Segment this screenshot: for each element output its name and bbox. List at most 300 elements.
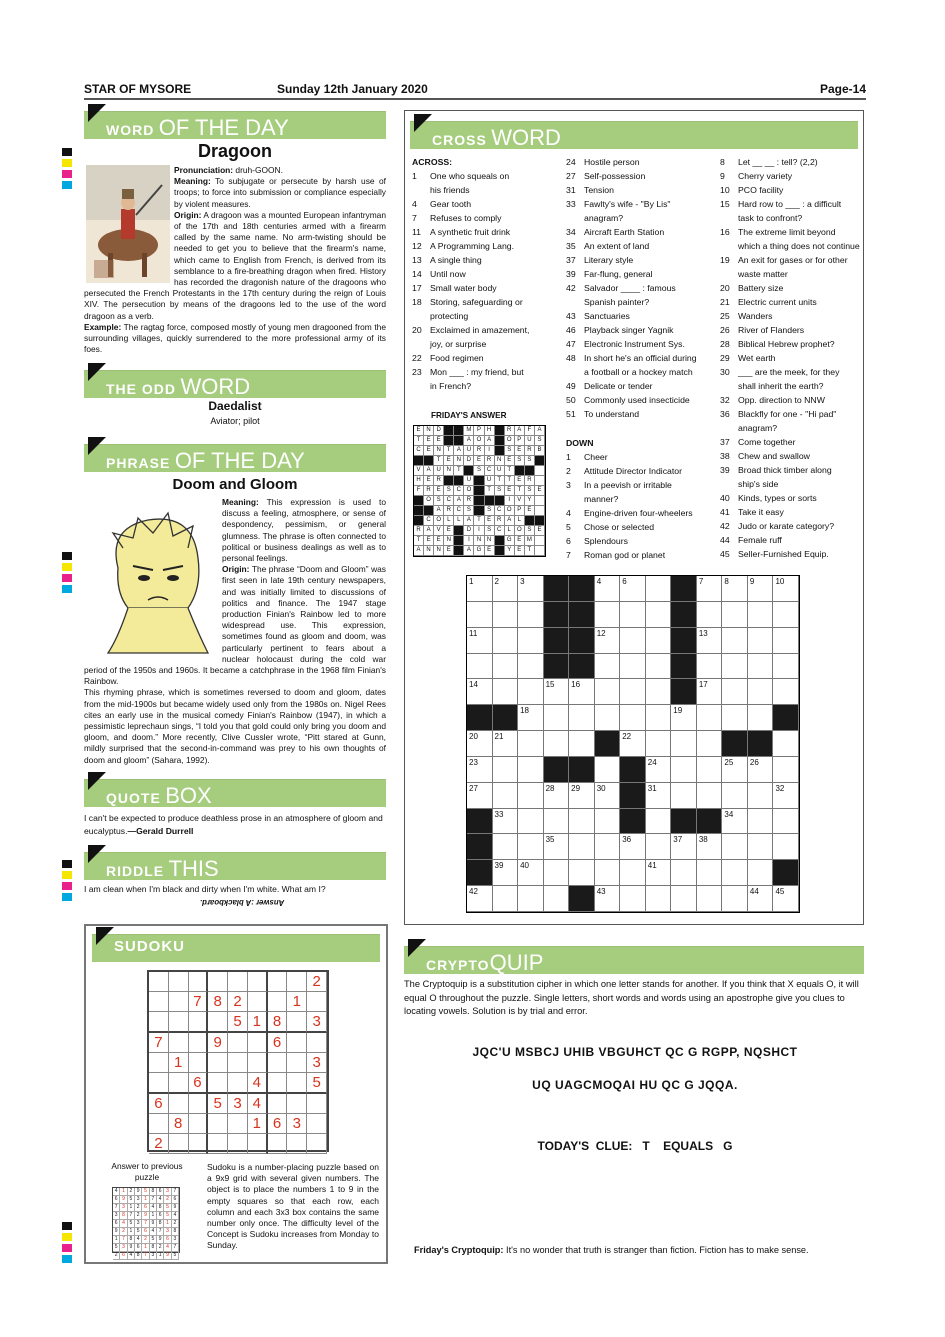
crossword-cell[interactable] bbox=[773, 602, 799, 628]
crossword-cell[interactable]: 29 bbox=[569, 783, 595, 809]
crossword-cell[interactable] bbox=[620, 679, 646, 705]
sudoku-cell[interactable]: 1 bbox=[248, 1012, 268, 1033]
answer-cell: 1 bbox=[157, 1252, 164, 1260]
crossword-cell[interactable]: 4 bbox=[595, 576, 621, 602]
crossword-cell[interactable] bbox=[646, 628, 672, 654]
answer-cell: R bbox=[495, 516, 505, 526]
crossword-cell[interactable] bbox=[748, 783, 774, 809]
crossword-cell[interactable]: 43 bbox=[595, 886, 621, 912]
clue-line: 39 Far-flung, general bbox=[566, 269, 653, 279]
crossword-cell[interactable] bbox=[646, 654, 672, 680]
answer-cell: V bbox=[515, 496, 525, 506]
sudoku-cell[interactable]: 2 bbox=[307, 972, 327, 992]
crossword-cell[interactable]: 2 bbox=[493, 576, 519, 602]
answer-cell: E bbox=[505, 486, 515, 496]
sudoku-cell[interactable] bbox=[149, 1053, 169, 1073]
sudoku-cell[interactable] bbox=[287, 1094, 307, 1114]
crossword-cell[interactable] bbox=[646, 705, 672, 731]
crossword-cell[interactable]: 36 bbox=[620, 834, 646, 860]
crossword-cell[interactable]: 1 bbox=[467, 576, 493, 602]
sudoku-cell[interactable] bbox=[208, 1134, 228, 1154]
sudoku-cell[interactable] bbox=[307, 1094, 327, 1114]
crossword-cell[interactable] bbox=[544, 886, 570, 912]
crossword-cell[interactable]: 15 bbox=[544, 679, 570, 705]
sudoku-cell[interactable]: 6 bbox=[189, 1073, 209, 1094]
crossword-cell[interactable] bbox=[722, 602, 748, 628]
crossword-cell[interactable]: 6 bbox=[620, 576, 646, 602]
word-of-day-body: Pronunciation: druh-GOON. Meaning: To subjugate or persecute by harsh use of troops; to force into submission or compliance especially by violent measures. Origin: A dragoon was a mounted European infantryman of the 17th and 18th centuries armed with a firearm called by the same name. No arm-twisting should be needed to get you to believe that the firearm's name, which came to English from French, is derived from its semblance to a fire-breathing dragon when fired. History has recorded the dragonish nature of the dragoons who persecuted the French Protestants in the 17th century during the reign of Louis XIV. The persecution by means of the dragoons led to the use of the word dragoon as a verb. Example: The ragtag force, composed mostly of young men dragooned from the surrounding villages, quickly surrendered to the more professional army of its foes. bbox=[84, 165, 386, 355]
sudoku-cell[interactable] bbox=[169, 1134, 189, 1154]
clue-line: 38 Chew and swallow bbox=[720, 451, 810, 461]
answer-cell: 3 bbox=[135, 1196, 142, 1204]
sudoku-cell[interactable] bbox=[169, 1012, 189, 1033]
sudoku-cell[interactable]: 5 bbox=[228, 1012, 248, 1033]
clue-line: 31 Tension bbox=[566, 185, 614, 195]
sudoku-cell[interactable] bbox=[189, 1134, 209, 1154]
sudoku-cell[interactable]: 5 bbox=[208, 1094, 228, 1114]
answer-cell: 1 bbox=[128, 1204, 135, 1212]
crossword-cell[interactable]: 17 bbox=[697, 679, 723, 705]
across-title: ACROSS: bbox=[412, 157, 453, 167]
sudoku-cell[interactable] bbox=[169, 992, 189, 1012]
crossword-cell[interactable]: 44 bbox=[748, 886, 774, 912]
answer-cell: R bbox=[444, 506, 454, 516]
crossword-cell[interactable]: 35 bbox=[544, 834, 570, 860]
crossword-cell[interactable] bbox=[518, 679, 544, 705]
crossword-cell[interactable] bbox=[467, 602, 493, 628]
crossword-cell[interactable] bbox=[722, 679, 748, 705]
crossword-cell[interactable] bbox=[595, 860, 621, 886]
sudoku-cell[interactable] bbox=[287, 1053, 307, 1073]
sudoku-cell[interactable] bbox=[208, 1053, 228, 1073]
answer-cell: C bbox=[444, 496, 454, 506]
crossword-cell[interactable] bbox=[646, 809, 672, 835]
clue-line: 3 In a peevish or irritable bbox=[566, 480, 672, 490]
answer-cell: U bbox=[464, 446, 474, 456]
sudoku-cell[interactable] bbox=[169, 1073, 189, 1094]
crossword-cell[interactable]: 31 bbox=[646, 783, 672, 809]
answer-cell: 1 bbox=[120, 1188, 127, 1196]
sudoku-cell[interactable] bbox=[248, 1033, 268, 1053]
clue-line: 37 Literary style bbox=[566, 255, 634, 265]
clue-line: 40 Kinds, types or sorts bbox=[720, 493, 817, 503]
sudoku-cell[interactable] bbox=[307, 1033, 327, 1053]
sudoku-cell[interactable] bbox=[169, 972, 189, 992]
riddle-text: I am clean when I'm black and dirty when I'm white. What am I? bbox=[84, 884, 326, 894]
sudoku-cell[interactable]: 3 bbox=[287, 1114, 307, 1134]
sudoku-cell[interactable] bbox=[189, 1094, 209, 1114]
sudoku-cell[interactable]: 6 bbox=[268, 1114, 288, 1134]
crossword-cell[interactable] bbox=[518, 809, 544, 835]
crossword-cell[interactable] bbox=[748, 834, 774, 860]
sudoku-cell[interactable] bbox=[228, 1073, 248, 1094]
sudoku-cell[interactable] bbox=[149, 992, 169, 1012]
crossword-cell[interactable] bbox=[722, 654, 748, 680]
sudoku-cell[interactable]: 1 bbox=[169, 1053, 189, 1073]
cryptoquip-line1: JQC'U MSBCJ UHIB VBGUHCT QC G RGPP, NQSHCT bbox=[472, 1045, 798, 1059]
cryptoquip-intro: The Cryptoquip is a substitution cipher in which one letter stands for another. If you think that X equals O, it will equal O throughout the puzzle. Single letters, short words and words using an apostrophe give you clues to locating vowels. Solution is by trial and error. bbox=[404, 979, 859, 1016]
crossword-cell[interactable]: 8 bbox=[722, 576, 748, 602]
crossword-cell[interactable] bbox=[595, 809, 621, 835]
crossword-cell[interactable] bbox=[569, 705, 595, 731]
clue-line: 7 Roman god or planet bbox=[566, 550, 666, 560]
crossword-grid[interactable] bbox=[466, 575, 800, 913]
sudoku-cell[interactable] bbox=[208, 972, 228, 992]
sudoku-cell[interactable] bbox=[268, 1134, 288, 1154]
crossword-cell[interactable] bbox=[620, 602, 646, 628]
sudoku-cell[interactable] bbox=[149, 1114, 169, 1134]
answer-cell: 6 bbox=[113, 1196, 120, 1204]
answer-cell: N bbox=[434, 546, 444, 556]
answer-cell: 5 bbox=[164, 1212, 171, 1220]
sudoku-cell[interactable] bbox=[268, 992, 288, 1012]
sudoku-cell[interactable] bbox=[287, 972, 307, 992]
crossword-cell[interactable] bbox=[748, 654, 774, 680]
answer-cell: R bbox=[525, 476, 535, 486]
crossword-cell[interactable] bbox=[671, 783, 697, 809]
sudoku-cell[interactable] bbox=[169, 1033, 189, 1053]
crossword-cell[interactable] bbox=[697, 731, 723, 757]
phrase-title: Doom and Gloom bbox=[172, 476, 298, 493]
sudoku-cell[interactable] bbox=[287, 1073, 307, 1094]
answer-cell: 7 bbox=[150, 1196, 157, 1204]
crossword-cell[interactable]: 39 bbox=[493, 860, 519, 886]
answer-cell: S bbox=[434, 496, 444, 506]
black-cell bbox=[515, 466, 525, 476]
sudoku-cell[interactable] bbox=[189, 1033, 209, 1053]
answer-cell: 4 bbox=[150, 1228, 157, 1236]
sudoku-cell[interactable]: 7 bbox=[149, 1033, 169, 1053]
crossword-cell[interactable] bbox=[518, 783, 544, 809]
crossword-cell[interactable]: 23 bbox=[467, 757, 493, 783]
crossword-cell[interactable] bbox=[773, 809, 799, 835]
sudoku-cell[interactable] bbox=[248, 972, 268, 992]
sudoku-cell[interactable] bbox=[169, 1094, 189, 1114]
clue-line: 35 An extent of land bbox=[566, 241, 650, 251]
answer-cell: T bbox=[454, 466, 464, 476]
crossword-cell[interactable] bbox=[671, 886, 697, 912]
answer-cell: E bbox=[505, 456, 515, 466]
black-cell bbox=[595, 731, 621, 757]
clue-line: 2 Attitude Director Indicator bbox=[566, 466, 683, 476]
answer-cell: E bbox=[424, 436, 434, 446]
crossword-cell[interactable] bbox=[569, 731, 595, 757]
black-cell bbox=[444, 426, 454, 436]
sudoku-cell[interactable] bbox=[189, 1114, 209, 1134]
clue-line: 42 Judo or karate category? bbox=[720, 521, 835, 531]
sudoku-cell[interactable]: 9 bbox=[208, 1033, 228, 1053]
crossword-cell[interactable] bbox=[595, 834, 621, 860]
answer-cell: I bbox=[485, 446, 495, 456]
crossword-cell[interactable] bbox=[518, 602, 544, 628]
black-cell bbox=[444, 476, 454, 486]
black-cell bbox=[474, 476, 484, 486]
sudoku-cell[interactable]: 6 bbox=[149, 1094, 169, 1114]
crossword-cell[interactable] bbox=[493, 783, 519, 809]
sudoku-cell[interactable]: 1 bbox=[287, 992, 307, 1012]
sudoku-cell[interactable] bbox=[268, 1073, 288, 1094]
crossword-cell[interactable] bbox=[646, 679, 672, 705]
crossword-cell[interactable] bbox=[518, 757, 544, 783]
crossword-cell[interactable] bbox=[544, 860, 570, 886]
crossword-cell[interactable] bbox=[646, 886, 672, 912]
sudoku-cell[interactable] bbox=[208, 1012, 228, 1033]
sudoku-cell[interactable]: 6 bbox=[268, 1033, 288, 1053]
answer-cell: O bbox=[464, 486, 474, 496]
black-cell bbox=[569, 576, 595, 602]
crossword-cell[interactable] bbox=[773, 628, 799, 654]
crossword-cell[interactable] bbox=[773, 834, 799, 860]
crossword-cell[interactable] bbox=[646, 834, 672, 860]
black-cell bbox=[474, 506, 484, 516]
crossword-cell[interactable]: 11 bbox=[467, 628, 493, 654]
crossword-cell[interactable] bbox=[620, 654, 646, 680]
answer-cell: H bbox=[485, 426, 495, 436]
crossword-cell[interactable]: 27 bbox=[467, 783, 493, 809]
sudoku-cell[interactable] bbox=[268, 1053, 288, 1073]
answer-cell: S bbox=[525, 456, 535, 466]
crossword-cell[interactable] bbox=[646, 602, 672, 628]
clue-line: ship's side bbox=[738, 479, 779, 489]
crossword-cell[interactable] bbox=[518, 731, 544, 757]
crossword-cell[interactable] bbox=[493, 628, 519, 654]
sudoku-cell[interactable] bbox=[287, 1134, 307, 1154]
crossword-cell[interactable] bbox=[773, 654, 799, 680]
crossword-cell[interactable] bbox=[595, 705, 621, 731]
crossword-cell[interactable]: 45 bbox=[773, 886, 799, 912]
crossword-cell[interactable]: 33 bbox=[493, 809, 519, 835]
crossword-cell[interactable]: 30 bbox=[595, 783, 621, 809]
sudoku-cell[interactable] bbox=[228, 1053, 248, 1073]
crossword-cell[interactable] bbox=[748, 860, 774, 886]
crossword-cell[interactable] bbox=[620, 886, 646, 912]
crossword-cell[interactable] bbox=[595, 602, 621, 628]
crossword-cell[interactable] bbox=[697, 705, 723, 731]
crossword-cell[interactable] bbox=[748, 809, 774, 835]
answer-cell: 9 bbox=[142, 1212, 149, 1220]
down-clues-col3 bbox=[720, 155, 860, 561]
black-cell bbox=[535, 516, 545, 526]
answer-cell: P bbox=[474, 426, 484, 436]
crossword-cell[interactable] bbox=[518, 654, 544, 680]
crossword-cell[interactable]: 25 bbox=[722, 757, 748, 783]
answer-cell: 6 bbox=[120, 1252, 127, 1260]
crossword-cell[interactable] bbox=[748, 602, 774, 628]
crossword-cell[interactable] bbox=[748, 705, 774, 731]
crossword-cell[interactable] bbox=[493, 654, 519, 680]
sudoku-cell[interactable]: 2 bbox=[149, 1134, 169, 1154]
crossword-cell[interactable] bbox=[697, 783, 723, 809]
clue-line: 32 Opp. direction to NNW bbox=[720, 395, 825, 405]
crossword-cell[interactable] bbox=[493, 679, 519, 705]
crossword-cell[interactable]: 18 bbox=[518, 705, 544, 731]
sudoku-cell[interactable]: 3 bbox=[307, 1053, 327, 1073]
crossword-cell[interactable]: 3 bbox=[518, 576, 544, 602]
crossword-cell[interactable]: 12 bbox=[595, 628, 621, 654]
crossword-cell[interactable]: 13 bbox=[697, 628, 723, 654]
crossword-cell[interactable] bbox=[620, 860, 646, 886]
crossword-cell[interactable] bbox=[569, 809, 595, 835]
crossword-cell[interactable]: 14 bbox=[467, 679, 493, 705]
answer-cell: S bbox=[485, 526, 495, 536]
crossword-cell[interactable]: 24 bbox=[646, 757, 672, 783]
crossword-cell[interactable] bbox=[467, 654, 493, 680]
crossword-cell[interactable] bbox=[518, 834, 544, 860]
crossword-cell[interactable] bbox=[544, 731, 570, 757]
crossword-cell[interactable] bbox=[697, 886, 723, 912]
crossword-cell[interactable] bbox=[646, 731, 672, 757]
crossword-cell[interactable] bbox=[595, 654, 621, 680]
crossword-cell[interactable] bbox=[493, 602, 519, 628]
answer-cell: 8 bbox=[120, 1212, 127, 1220]
sudoku-cell[interactable] bbox=[268, 972, 288, 992]
clue-line: anagram? bbox=[584, 213, 624, 223]
sudoku-cell[interactable]: 4 bbox=[248, 1094, 268, 1114]
crossword-cell[interactable] bbox=[518, 886, 544, 912]
sudoku-cell[interactable] bbox=[149, 1012, 169, 1033]
crossword-cell[interactable] bbox=[671, 860, 697, 886]
crossword-cell[interactable] bbox=[697, 757, 723, 783]
black-cell bbox=[474, 486, 484, 496]
crossword-cell[interactable]: 34 bbox=[722, 809, 748, 835]
crossword-cell[interactable] bbox=[722, 628, 748, 654]
sudoku-cell[interactable] bbox=[189, 1053, 209, 1073]
sudoku-cell[interactable] bbox=[268, 1094, 288, 1114]
answer-cell: S bbox=[474, 466, 484, 476]
answer-cell: 1 bbox=[150, 1212, 157, 1220]
sudoku-cell[interactable]: 3 bbox=[307, 1012, 327, 1033]
sudoku-cell[interactable] bbox=[248, 1053, 268, 1073]
sudoku-cell[interactable] bbox=[208, 1114, 228, 1134]
crossword-cell[interactable]: 21 bbox=[493, 731, 519, 757]
answer-cell: 5 bbox=[128, 1220, 135, 1228]
sudoku-cell[interactable] bbox=[208, 1073, 228, 1094]
sudoku-cell[interactable]: 4 bbox=[248, 1073, 268, 1094]
crossword-cell[interactable]: 26 bbox=[748, 757, 774, 783]
crossword-cell[interactable] bbox=[493, 757, 519, 783]
sudoku-cell[interactable] bbox=[307, 1134, 327, 1154]
answer-cell: G bbox=[505, 536, 515, 546]
crossword-cell[interactable]: 40 bbox=[518, 860, 544, 886]
crossword-cell[interactable]: 10 bbox=[773, 576, 799, 602]
sudoku-cell[interactable] bbox=[307, 1114, 327, 1134]
crossword-cell[interactable]: 41 bbox=[646, 860, 672, 886]
crossword-cell[interactable] bbox=[569, 860, 595, 886]
black-cell bbox=[544, 576, 570, 602]
answer-cell: A bbox=[464, 516, 474, 526]
sudoku-cell[interactable]: 1 bbox=[248, 1114, 268, 1134]
crossword-cell[interactable] bbox=[722, 783, 748, 809]
fridays-answer-title: FRIDAY'S ANSWER bbox=[431, 411, 507, 420]
sudoku-cell[interactable]: 3 bbox=[228, 1094, 248, 1114]
crossword-cell[interactable]: 32 bbox=[773, 783, 799, 809]
crossword-cell[interactable]: 16 bbox=[569, 679, 595, 705]
crossword-cell[interactable]: 19 bbox=[671, 705, 697, 731]
crossword-cell[interactable] bbox=[620, 705, 646, 731]
crossword-cell[interactable] bbox=[569, 834, 595, 860]
sudoku-cell[interactable] bbox=[228, 1134, 248, 1154]
sudoku-cell[interactable]: 5 bbox=[307, 1073, 327, 1094]
issue-date: Sunday 12th January 2020 bbox=[277, 82, 428, 96]
crossword-cell[interactable] bbox=[518, 628, 544, 654]
crossword-cell[interactable]: 38 bbox=[697, 834, 723, 860]
sudoku-cell[interactable]: 8 bbox=[208, 992, 228, 1012]
crossword-cell[interactable] bbox=[722, 860, 748, 886]
answer-cell: S bbox=[464, 506, 474, 516]
clue-line: 20 Exclaimed in amazement, bbox=[412, 325, 530, 335]
crossword-cell[interactable]: 22 bbox=[620, 731, 646, 757]
crossword-cell[interactable] bbox=[722, 886, 748, 912]
crossword-cell[interactable]: 28 bbox=[544, 783, 570, 809]
answer-cell: S bbox=[495, 486, 505, 496]
crossword-cell[interactable] bbox=[697, 602, 723, 628]
crossword-cell[interactable] bbox=[595, 757, 621, 783]
crossword-cell[interactable]: 37 bbox=[671, 834, 697, 860]
sudoku-cell[interactable] bbox=[189, 1012, 209, 1033]
answer-cell: 8 bbox=[150, 1188, 157, 1196]
sudoku-cell[interactable] bbox=[307, 992, 327, 1012]
crossword-cell[interactable] bbox=[697, 654, 723, 680]
sudoku-cell[interactable]: 8 bbox=[169, 1114, 189, 1134]
crossword-cell[interactable] bbox=[493, 886, 519, 912]
sudoku-cell[interactable]: 2 bbox=[228, 992, 248, 1012]
answer-cell: E bbox=[424, 476, 434, 486]
sudoku-cell[interactable] bbox=[248, 992, 268, 1012]
black-cell bbox=[535, 456, 545, 466]
sudoku-cell[interactable] bbox=[228, 972, 248, 992]
crossword-cell[interactable] bbox=[697, 860, 723, 886]
crossword-cell[interactable]: 9 bbox=[748, 576, 774, 602]
sudoku-cell[interactable] bbox=[149, 1073, 169, 1094]
word-title: Dragoon bbox=[198, 141, 272, 161]
crossword-cell[interactable] bbox=[620, 628, 646, 654]
crossword-cell[interactable]: 7 bbox=[697, 576, 723, 602]
odd-word-header: THE ODD WORD bbox=[84, 370, 386, 398]
crossword-cell[interactable] bbox=[773, 757, 799, 783]
crossword-cell[interactable] bbox=[748, 628, 774, 654]
answer-cell: 9 bbox=[172, 1204, 179, 1212]
answer-cell: 8 bbox=[157, 1220, 164, 1228]
sudoku-cell[interactable] bbox=[287, 1033, 307, 1053]
sudoku-cell[interactable]: 8 bbox=[268, 1012, 288, 1033]
crossword-cell[interactable] bbox=[544, 705, 570, 731]
crossword-cell[interactable] bbox=[544, 809, 570, 835]
crossword-cell[interactable]: 42 bbox=[467, 886, 493, 912]
crossword-cell[interactable] bbox=[493, 834, 519, 860]
crossword-cell[interactable] bbox=[722, 834, 748, 860]
crossword-cell[interactable] bbox=[646, 576, 672, 602]
sudoku-grid[interactable] bbox=[147, 970, 329, 1152]
crossword-cell[interactable] bbox=[773, 731, 799, 757]
crossword-cell[interactable]: 20 bbox=[467, 731, 493, 757]
sudoku-cell[interactable] bbox=[228, 1114, 248, 1134]
sudoku-cell[interactable] bbox=[228, 1033, 248, 1053]
answer-cell: U bbox=[495, 466, 505, 476]
clue-line: 4 Engine-driven four-wheelers bbox=[566, 508, 693, 518]
crossword-cell[interactable] bbox=[722, 705, 748, 731]
crossword-cell[interactable] bbox=[773, 679, 799, 705]
crossword-cell[interactable] bbox=[671, 731, 697, 757]
sudoku-cell[interactable] bbox=[149, 972, 169, 992]
crossword-cell[interactable] bbox=[748, 679, 774, 705]
answer-cell: F bbox=[414, 486, 424, 496]
sudoku-cell[interactable] bbox=[248, 1134, 268, 1154]
sudoku-cell[interactable] bbox=[287, 1012, 307, 1033]
crossword-cell[interactable] bbox=[595, 679, 621, 705]
crossword-cell[interactable] bbox=[671, 757, 697, 783]
sudoku-cell[interactable]: 7 bbox=[189, 992, 209, 1012]
sudoku-cell[interactable] bbox=[189, 972, 209, 992]
